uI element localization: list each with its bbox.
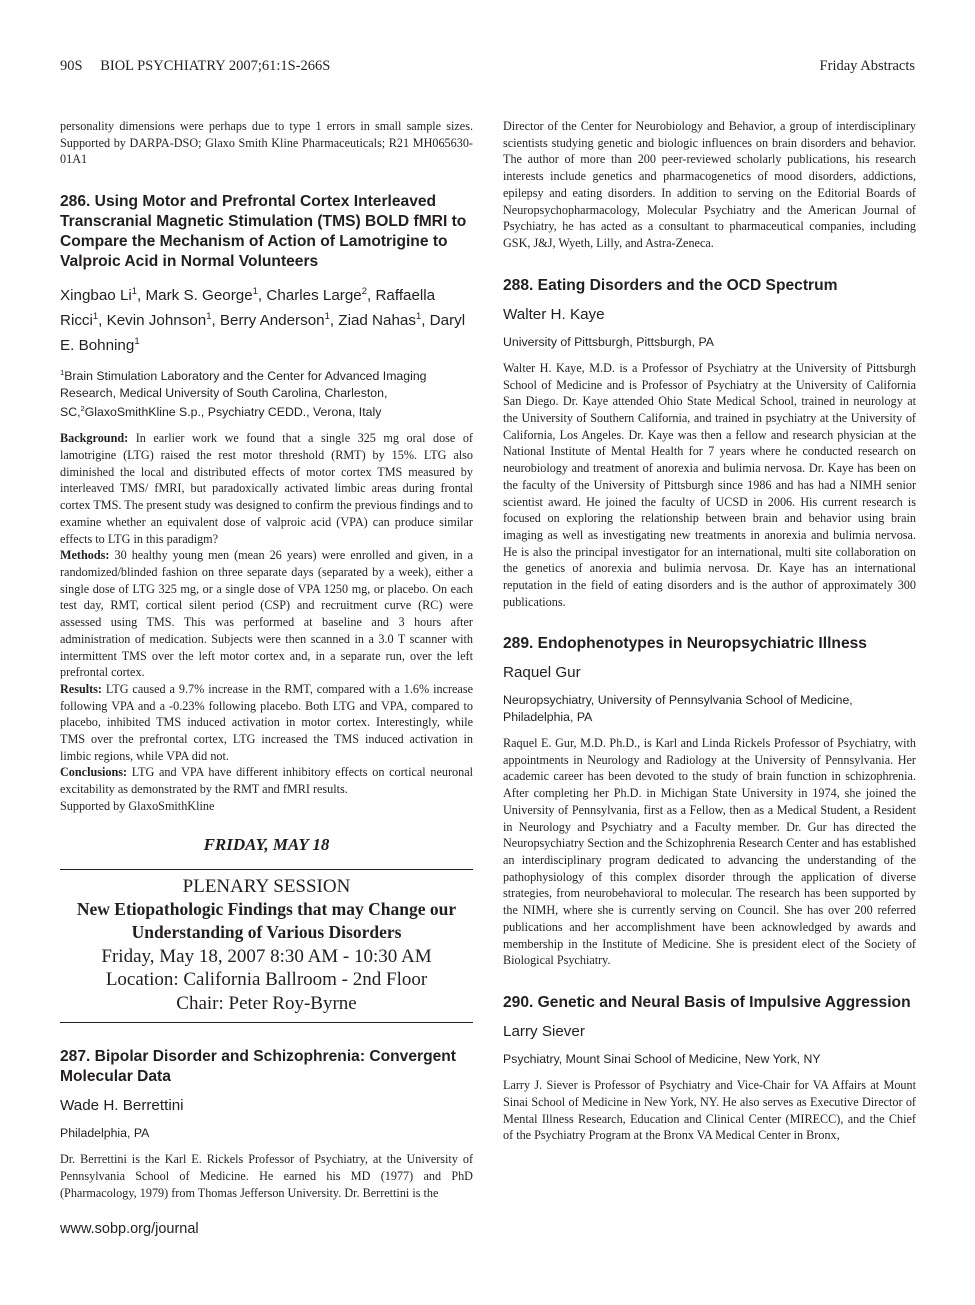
- abstract-286-affiliations: [60, 365, 473, 420]
- header-left: [60, 58, 330, 75]
- abstract-286-results: [60, 681, 473, 765]
- abstract-287-title: 287. Bipolar Disorder and Schizophrenia: Convergent Molecular Data: [60, 1047, 456, 1085]
- section-name: Friday Abstracts: [819, 58, 915, 74]
- background-text: In earlier work we found that a single 325 mg oral dose of lamotrigine (LTG) raised the rest motor threshold (RMT) by 15%. LTG also diminished the local and distributed effects of motor cortex TMS measured by interleaved TMS/ fMRI, but paradoxically activated limbic areas during frontal cortex TMS. The present study was designed to confirm the previous findings and to examine whether an equivalent dose of valproic acid (VPA) can produce similar effects to LTG in this paradigm?: [60, 431, 473, 546]
- plenary-label: PLENARY SESSION: [182, 875, 351, 897]
- affiliation-number: 1: [60, 368, 65, 378]
- author-affiliation-mark: 1: [134, 335, 140, 347]
- abstract-287-author: Wade H. Berrettini: [60, 1096, 184, 1114]
- author-name: Berry Anderson: [219, 312, 325, 330]
- author-name: Raffaella Ricci: [60, 287, 436, 330]
- continuation-text: personality dimensions were perhaps due to type 1 errors in small sample sizes. Supported by DARPA-DSO; Glaxo Smith Kline Pharmaceuticals; R21 MH065630-01A1: [60, 119, 473, 167]
- abstract-290-body: Larry J. Siever is Professor of Psychiatry and Vice-Chair for VA Affairs at Mount Sinai School of Medicine in New York, NY. He also serves as Executive Director of Mental Illness Research, Education and Clinical Center (MIRECC), and the Chief of the Psychiatry Program at the Bronx VA Medical Center in Bronx,: [503, 1078, 916, 1143]
- plenary-session-block: [60, 875, 473, 1015]
- right-column: [503, 118, 916, 1144]
- abstract-286-background: [60, 430, 473, 547]
- author-affiliation-mark: 1: [415, 310, 422, 322]
- author-affiliation-mark: 1: [92, 310, 99, 322]
- author-affiliation-mark: 1: [206, 310, 212, 322]
- abstract-286-support: Supported by GlaxoSmithKline: [60, 798, 215, 813]
- affiliation-number: 2: [80, 403, 85, 413]
- left-column: [60, 118, 473, 1201]
- abstract-288-affiliation: University of Pittsburgh, Pittsburgh, PA: [503, 334, 714, 349]
- affiliation-1: Brain Stimulation Laboratory and the Center for Advanced Imaging Research, Medical University of South Carolina, Charleston, SC,: [60, 369, 427, 420]
- methods-label: Methods:: [60, 548, 110, 563]
- abstract-290-title: 290. Genetic and Neural Basis of Impulsive Aggression: [503, 993, 911, 1011]
- running-header: [60, 58, 915, 76]
- abstract-288-author: Walter H. Kaye: [503, 305, 605, 323]
- day-heading: FRIDAY, MAY 18: [203, 834, 330, 854]
- abstract-289-author: Raquel Gur: [503, 664, 581, 682]
- author-name: Mark S. George: [145, 287, 253, 305]
- abstract-289-title: 289. Endophenotypes in Neuropsychiatric Illness: [503, 635, 867, 653]
- abstract-287-affiliation: Philadelphia, PA: [60, 1125, 150, 1140]
- author-affiliation-mark: 2: [361, 285, 367, 297]
- plenary-chair: Chair: Peter Roy-Byrne: [176, 992, 357, 1014]
- abstract-287-body: Dr. Berrettini is the Karl E. Rickels Professor of Psychiatry, at the University of Pennsylvania School of Medicine. He earned his MD (1977) and PhD (Pharmacology, 1979) from Thomas Jefferson University. Dr. Berrettini is the: [60, 1152, 473, 1200]
- author-affiliation-mark: 1: [252, 285, 258, 297]
- abstract-288-body: Walter H. Kaye, M.D. is a Professor of Psychiatry at the University of Pittsburgh School of Medicine and is Professor of Psychiatry at the University of California San Diego. Dr. Kaye attended Ohio State Medical School, trained in neurology at the University of Southern California, and trained in psychiatry at the University of California, Los Angeles. Dr. Kaye was then a fellow and research physician at the National Institute of Mental Health for 7 years where he conducted research on neurobiology and treatment of anorexia and bulimia nervosa. Dr. Kaye has been on the faculty of the University of Pittsburgh since 1986 and has had a NIMH senior scientist award. He joined the faculty of UCSD in 2006. His current research is focused on exploring the relationship between brain and behavior using brain imaging as well as investigating new treatments in anorexia and bulimia nervosa. He is also the principal investigator for an international, multi site collaboration on the genetics of anorexia and bulimia nervosa. Dr. Kaye has an international reputation in the field of eating disorders and is the author of approximately 300 publications.: [503, 360, 916, 609]
- page-number: 90S: [60, 58, 83, 74]
- author-name: Ziad Nahas: [338, 312, 416, 330]
- abstract-290-author: Larry Siever: [503, 1022, 585, 1040]
- background-label: Background:: [60, 431, 129, 446]
- author-affiliation-mark: 1: [324, 310, 330, 322]
- author-name: Charles Large: [266, 287, 362, 305]
- plenary-datetime: Friday, May 18, 2007 8:30 AM - 10:30 AM: [101, 945, 432, 967]
- affiliation-2: GlaxoSmithKline S.p., Psychiatry CEDD., Verona, Italy: [84, 405, 382, 420]
- abstract-289-body: Raquel E. Gur, M.D. Ph.D., is Karl and Linda Rickels Professor of Psychiatry, with appointments in Neurology and Radiology at the University of Pennsylvania. Her academic career has been devoted to the study of brain function in schizophrenia. After completing her Ph.D. in Michigan State University in 1974, she joined the University of Pennsylvania, first as a Fellow, then as a Medical Student, a Resident in Neurology and Psychiatry and a Faculty member. Dr. Gur has directed the Neuropsychiatry Section and the Schizophrenia Research Center and has established an interdisciplinary program dedicated to advancing the understanding of the pathophysiology of this complex disorder through the application of diverse strategies, from neurobehavioral to molecular. The research has been supported by the NIMH, where she is currently serving on Council. She has over 200 referred publications and her accomplishment have been acknowledged by awards and membership in the Institute of Medicine. She is president elect of the Society of Biological Psychiatry.: [503, 736, 916, 968]
- abstract-289-affiliation: Neuropsychiatry, University of Pennsylvania School of Medicine, Philadelphia, PA: [503, 693, 853, 724]
- results-text: LTG caused a 9.7% increase in the RMT, compared with a 1.6% increase following VPA and a -0.23% following placebo. Both LTG and VPA, compared to placebo, inhibited TMS induced activation in motor cortex. Interestingly, while TMS over the prefrontal cortex, LTG increased the TMS induced activation in limbic regions, while VPA did not.: [60, 681, 473, 763]
- abstract-288-title: 288. Eating Disorders and the OCD Spectrum: [503, 276, 838, 294]
- journal-url: www.sobp.org/journal: [60, 1221, 199, 1237]
- conclusions-text: LTG and VPA have different inhibitory effects on cortical neuronal excitability as demonstrated by the RMT and fMRI results.: [60, 765, 473, 797]
- author-name: Kevin Johnson: [106, 312, 207, 330]
- conclusions-label: Conclusions:: [60, 765, 128, 780]
- abstract-286-conclusions: [60, 764, 473, 797]
- author-name: Daryl E. Bohning: [60, 312, 466, 355]
- abstract-286-methods: [60, 547, 473, 681]
- author-affiliation-mark: 1: [131, 285, 138, 297]
- results-label: Results:: [60, 681, 102, 696]
- journal-citation: BIOL PSYCHIATRY 2007;61:1S-266S: [100, 58, 331, 74]
- abstract-290-affiliation: Psychiatry, Mount Sinai School of Medicine, New York, NY: [503, 1051, 821, 1066]
- author-name: Xingbao Li: [60, 287, 132, 305]
- methods-text: 30 healthy young men (mean 26 years) were enrolled and given, in a randomized/blinded fashion on three separate days (separated by a week), either a single dose of LTG 325 mg, or a single dose of VPA 1250 mg, or placebo. On each test day, RMT, cortical silent period (CSP) and recruitment curve (RC) were assessed using TMS. This was performed at baseline and 3 hours after administration of medication. Subjects were then scanned in a 3.0 T scanner with intermittent TMS over the left motor cortex and, in a separate run, over the left prefrontal cortex.: [60, 548, 473, 680]
- plenary-title: New Etiopathologic Findings that may Change our Understanding of Various Disorders: [76, 898, 457, 943]
- abstract-286-authors: Xingbao Li$^1$, Mark S. George$^1$, Charles Large$^2$, Raffaella Ricci$^1$, Kevin Johnson$^1$, Berry Anderson$^1$, Ziad Nahas$^1$, Daryl E. Bohning$^1$: [60, 285, 466, 355]
- abstract-286-title: 286. Using Motor and Prefrontal Cortex Interleaved Transcranial Magnetic Stimulation (TMS) BOLD fMRI to Compare the Mechanism of Action of Lamotrigine to Valproic Acid in Normal Volunteers: [60, 193, 467, 271]
- plenary-location: Location: California Ballroom - 2nd Floor: [105, 969, 428, 991]
- continuation-text: Director of the Center for Neurobiology and Behavior, a group of interdisciplinary scientists studying genetic and biologic influences on brain disorders and behavior. The author of more than 200 peer-reviewed scholarly publications, his research interests include genetics and pharmacogenetics of mood disorders, addictions, epilepsy and eating disorders. In addition to serving on the Editorial Boards of Neuropsychopharmacology, Molecular Psychiatry and the American Journal of Psychiatry, he has acted as a consultant to pharmaceutical companies, including GSK, J&J, Wyeth, Lilly, and Astra-Zeneca.: [503, 119, 916, 250]
